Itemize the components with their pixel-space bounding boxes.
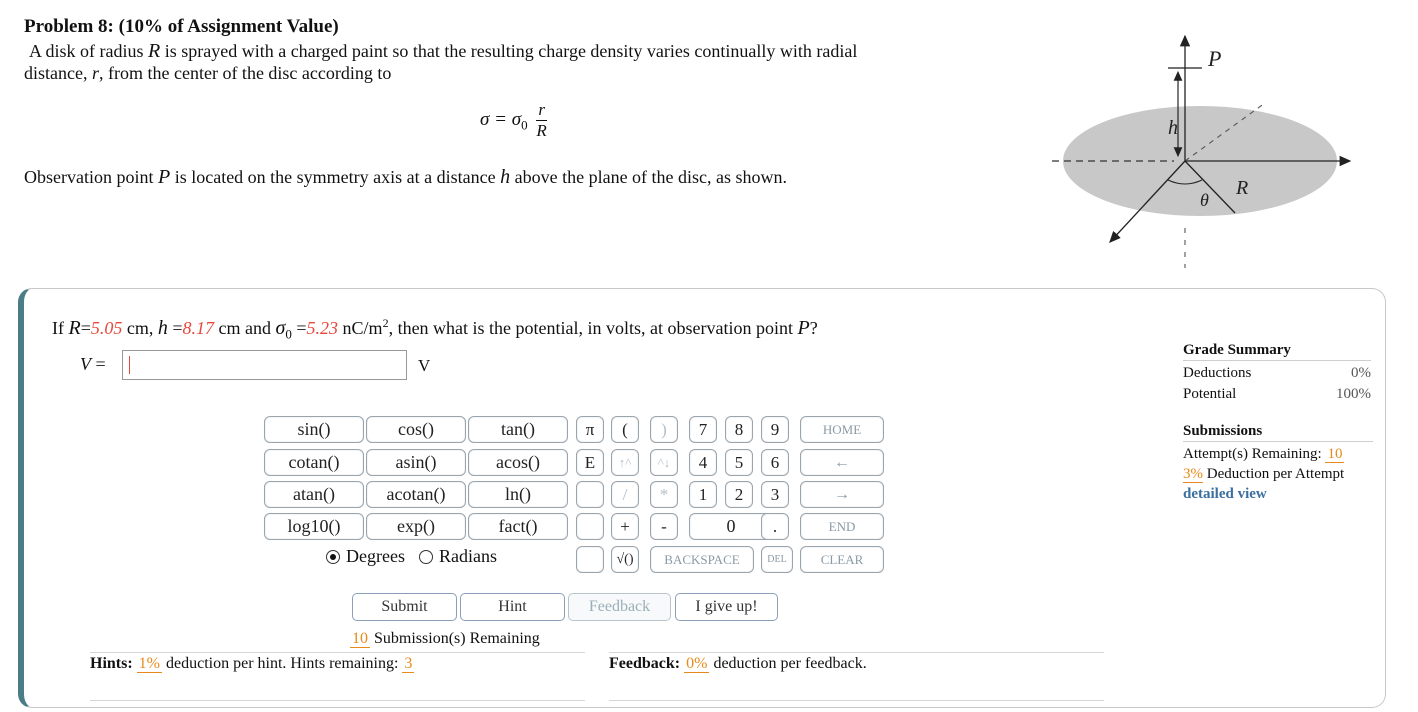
question-part: , then what is the potential, in volts, at observation point	[388, 318, 793, 338]
radius-variable: R	[148, 40, 161, 62]
hints-percent: 1%	[138, 655, 160, 672]
height-variable: h	[500, 166, 511, 188]
key-6[interactable]: 6	[761, 449, 789, 476]
question-text	[52, 316, 818, 343]
key-blank-3[interactable]	[576, 546, 604, 573]
deduction-percent: 3%	[1183, 466, 1203, 482]
key-exp[interactable]: exp()	[366, 513, 466, 540]
question-part: =	[80, 318, 91, 338]
key-power-down[interactable]: ^↓	[650, 449, 678, 476]
answer-var: V	[80, 354, 91, 374]
problem-text-part: , from the center of the disc according to	[99, 63, 392, 83]
question-p-var: P	[797, 317, 810, 339]
label-h: h	[1168, 117, 1178, 139]
key-blank-2[interactable]	[576, 513, 604, 540]
divider	[609, 652, 1104, 653]
question-part: =	[172, 318, 183, 338]
question-sigma-var: σ	[275, 317, 286, 339]
question-part: cm and	[218, 318, 272, 338]
feedback-percent: 0%	[686, 655, 708, 672]
detailed-view-link[interactable]: detailed view	[1183, 486, 1267, 502]
key-decimal[interactable]: .	[761, 513, 789, 540]
key-right-arrow[interactable]: →	[800, 481, 884, 508]
key-home[interactable]: HOME	[800, 416, 884, 443]
question-h-var: h	[157, 317, 168, 339]
question-part: nC/m	[342, 318, 383, 338]
potential-label: Potential	[1183, 386, 1237, 402]
key-asin[interactable]: asin()	[366, 449, 466, 476]
key-7[interactable]: 7	[689, 416, 717, 443]
key-acotan[interactable]: acotan()	[366, 481, 466, 508]
attempts-line	[1183, 444, 1373, 464]
angle-mode-group	[326, 546, 497, 567]
answer-input[interactable]	[122, 350, 407, 380]
distance-variable: r	[91, 63, 99, 83]
key-minus[interactable]: -	[650, 513, 678, 540]
key-0[interactable]: 0	[689, 513, 773, 540]
key-clear[interactable]: CLEAR	[800, 546, 884, 573]
question-sigma-sup: 2	[382, 316, 389, 330]
deductions-row	[1183, 363, 1371, 384]
deductions-label: Deductions	[1183, 365, 1252, 381]
key-8[interactable]: 8	[725, 416, 753, 443]
question-sigma-sub: 0	[285, 326, 292, 342]
key-ln[interactable]: ln()	[468, 481, 568, 508]
charge-density-formula	[480, 100, 547, 141]
label-r: R	[1236, 177, 1249, 199]
key-backspace[interactable]: BACKSPACE	[650, 546, 754, 573]
answer-eq: =	[95, 354, 106, 374]
question-part: ?	[809, 318, 818, 338]
hints-label: Hints:	[90, 655, 133, 672]
answer-unit: V	[418, 356, 431, 375]
radius-value: 5.05	[90, 318, 123, 338]
key-divide[interactable]: /	[611, 481, 639, 508]
problem-text-line-2	[24, 63, 391, 84]
key-power-up[interactable]: ↑^	[611, 449, 639, 476]
key-log10[interactable]: log10()	[264, 513, 364, 540]
submissions-count: 10	[352, 630, 368, 647]
key-close-paren[interactable]: )	[650, 416, 678, 443]
feedback-button[interactable]: Feedback	[568, 593, 671, 621]
question-r-var: R	[68, 317, 81, 339]
answer-variable-label	[80, 354, 106, 375]
submissions-title: Submissions	[1183, 423, 1373, 442]
key-sin[interactable]: sin()	[264, 416, 364, 443]
deduction-text: Deduction per Attempt	[1206, 466, 1345, 482]
degrees-radio[interactable]	[326, 550, 340, 564]
key-5[interactable]: 5	[725, 449, 753, 476]
label-theta: θ	[1200, 190, 1209, 210]
radians-radio[interactable]	[419, 550, 433, 564]
feedback-info	[609, 655, 867, 673]
problem-text-line-1	[29, 40, 857, 63]
hints-text: deduction per hint. Hints remaining:	[166, 655, 399, 672]
potential-row	[1183, 384, 1371, 405]
key-open-paren[interactable]: (	[611, 416, 639, 443]
key-left-arrow[interactable]: ←	[800, 449, 884, 476]
key-fact[interactable]: fact()	[468, 513, 568, 540]
degrees-label: Degrees	[346, 546, 405, 566]
problem-text-part: above the plane of the disc, as shown.	[514, 167, 788, 187]
key-cos[interactable]: cos()	[366, 416, 466, 443]
problem-text-part: is located on the symmetry axis at a distance	[174, 167, 496, 187]
problem-text-part: Observation point	[24, 167, 154, 187]
formula-fraction	[536, 100, 547, 141]
point-variable: P	[157, 166, 171, 188]
feedback-text: deduction per feedback.	[713, 655, 867, 672]
problem-title: Problem 8: (10% of Assignment Value)	[24, 16, 339, 37]
key-e[interactable]: E	[576, 449, 604, 476]
problem-text-part: distance,	[24, 63, 88, 83]
formula-lhs: σ = σ	[480, 108, 522, 130]
problem-text-part: A disk of radius	[29, 41, 144, 61]
formula-denominator: R	[536, 121, 547, 140]
divider	[609, 700, 1104, 701]
key-cotan[interactable]: cotan()	[264, 449, 364, 476]
potential-value: 100%	[1336, 386, 1371, 402]
hints-info	[90, 655, 414, 673]
key-multiply[interactable]: *	[650, 481, 678, 508]
feedback-label: Feedback:	[609, 655, 681, 672]
key-pi[interactable]: π	[576, 416, 604, 443]
submissions-label: Submission(s) Remaining	[374, 630, 540, 647]
key-4[interactable]: 4	[689, 449, 717, 476]
observation-text	[24, 166, 787, 189]
question-part: cm,	[126, 318, 154, 338]
key-1[interactable]: 1	[689, 481, 717, 508]
problem-text-part: is sprayed with a charged paint so that the resulting charge density varies continually with radial	[164, 41, 858, 61]
key-acos[interactable]: acos()	[468, 449, 568, 476]
grade-summary-title: Grade Summary	[1183, 342, 1371, 361]
deductions-value: 0%	[1351, 365, 1371, 381]
key-9[interactable]: 9	[761, 416, 789, 443]
question-part: =	[296, 318, 307, 338]
attempts-label: Attempt(s) Remaining:	[1183, 446, 1322, 462]
sigma-value: 5.23	[306, 318, 339, 338]
key-blank-1[interactable]	[576, 481, 604, 508]
radians-label: Radians	[438, 546, 497, 566]
key-sqrt[interactable]: √()	[611, 546, 639, 573]
key-tan[interactable]: tan()	[468, 416, 568, 443]
attempts-value: 10	[1327, 446, 1343, 462]
submissions-panel	[1183, 423, 1373, 504]
submissions-remaining	[350, 630, 540, 648]
hints-remaining: 3	[404, 655, 413, 672]
key-3[interactable]: 3	[761, 481, 789, 508]
key-end[interactable]: END	[800, 513, 884, 540]
question-part: If	[52, 318, 64, 338]
label-p: P	[1208, 46, 1222, 71]
formula-subscript: 0	[521, 117, 528, 133]
give-up-button[interactable]: I give up!	[675, 593, 778, 621]
height-value: 8.17	[182, 318, 215, 338]
disk-diagram	[1050, 28, 1370, 278]
submit-button[interactable]: Submit	[352, 593, 457, 621]
text-caret	[129, 356, 130, 374]
divider	[90, 700, 585, 701]
divider	[90, 652, 585, 653]
deduction-line	[1183, 464, 1373, 484]
key-2[interactable]: 2	[725, 481, 753, 508]
formula-numerator: r	[538, 100, 545, 119]
grade-summary	[1183, 342, 1371, 405]
key-del[interactable]: DEL	[761, 546, 793, 573]
key-atan[interactable]: atan()	[264, 481, 364, 508]
hint-button[interactable]: Hint	[460, 593, 565, 621]
key-plus[interactable]: +	[611, 513, 639, 540]
